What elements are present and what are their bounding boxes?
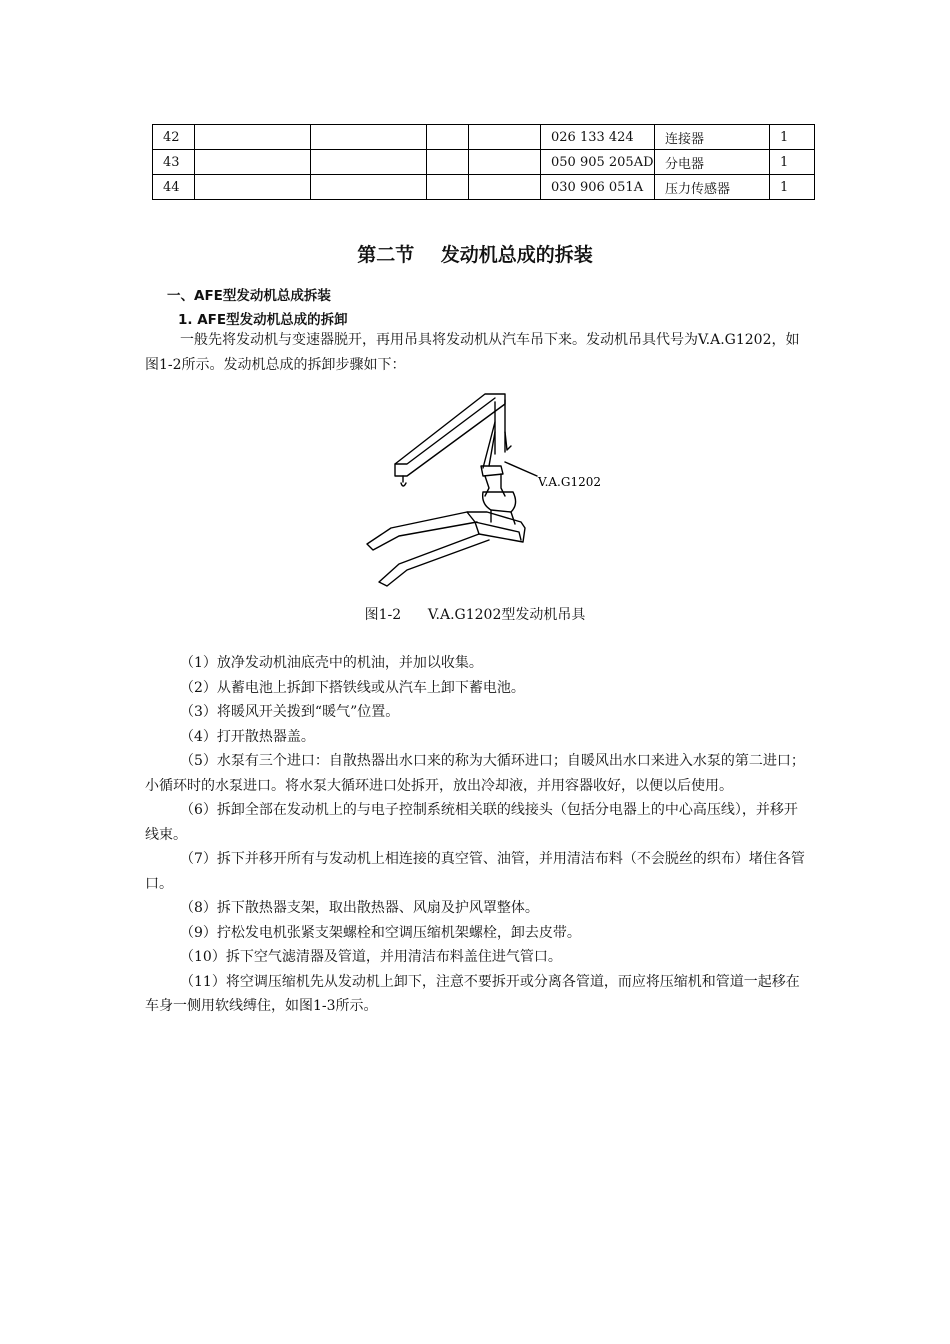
table-cell: 42: [153, 125, 195, 150]
table-cell: 分电器: [655, 150, 770, 175]
table-cell: 连接器: [655, 125, 770, 150]
table-cell: [195, 175, 311, 200]
table-cell: 压力传感器: [655, 175, 770, 200]
step-item: （6）拆卸全部在发动机上的与电子控制系统相关联的线接头（包括分电器上的中心高压线），并移开线束。: [145, 802, 798, 843]
table-cell: 43: [153, 150, 195, 175]
table-cell: 1: [770, 150, 815, 175]
engine-hoist-drawing: [355, 392, 615, 592]
heading-afe-assembly: 一、AFE型发动机总成拆装: [167, 288, 331, 304]
step-item: （1）放净发动机油底壳中的机油，并加以收集。: [180, 655, 483, 671]
section-title: 第二节 发动机总成的拆装: [357, 244, 593, 266]
intro-paragraph: 一般先将发动机与变速器脱开，再用吊具将发动机从汽车吊下来。发动机吊具代号为V.A.G1202，如图1-2所示。发动机总成的拆卸步骤如下：: [145, 332, 800, 373]
step-item: （10）拆下空气滤清器及管道，并用清洁布料盖住进气管口。: [180, 949, 562, 965]
step-item: （8）拆下散热器支架，取出散热器、风扇及护风罩整体。: [180, 900, 539, 916]
hoist-label: V.A.G1202: [538, 475, 601, 489]
step-item: （9）拧松发电机张紧支架螺栓和空调压缩机架螺栓，卸去皮带。: [180, 924, 581, 941]
table-cell: 030 906 051A: [541, 175, 655, 200]
steps-list: [145, 651, 808, 1019]
table-row: [153, 125, 815, 150]
step-item: （2）从蓄电池上拆卸下搭铁线或从汽车上卸下蓄电池。: [180, 679, 525, 696]
table-cell: 1: [770, 175, 815, 200]
table-cell: [427, 175, 469, 200]
table-cell: [195, 150, 311, 175]
parts-table: [152, 124, 815, 200]
step-item: （5）水泵有三个进口：自散热器出水口来的称为大循环进口；自暖风出水口来进入水泵的第二进口；小循环时的水泵进口。将水泵大循环进口处拆开，放出冷却液，并用容器收好，以便以后使用。: [145, 753, 805, 794]
table-cell: [311, 125, 427, 150]
engine-hoist-figure: [355, 392, 615, 592]
table-cell: 1: [770, 125, 815, 150]
table-cell: 026 133 424: [541, 125, 655, 150]
figure-caption: 图1-2 V.A.G1202型发动机吊具: [364, 607, 586, 623]
step-item: （3）将暖风开关拨到“暖气”位置。: [180, 704, 400, 720]
step-item: （11）将空调压缩机先从发动机上卸下，注意不要拆开或分离各管道，而应将压缩机和管道一起移在车身一侧用软线缚住，如图1-3所示。: [145, 973, 800, 1014]
table-row: [153, 175, 815, 200]
table-cell: [311, 150, 427, 175]
table-cell: [469, 150, 541, 175]
table-cell: [427, 125, 469, 150]
table-row: [153, 150, 815, 175]
table-cell: 050 905 205AD: [541, 150, 655, 175]
table-cell: [469, 175, 541, 200]
table-cell: [469, 125, 541, 150]
step-item: （7）拆下并移开所有与发动机上相连接的真空管、油管，并用清洁布料（不会脱丝的织布）堵住各管口。: [145, 851, 805, 892]
table-cell: [427, 150, 469, 175]
table-cell: [311, 175, 427, 200]
table-cell: 44: [153, 175, 195, 200]
heading-afe-disassembly: 1. AFE型发动机总成的拆卸: [178, 312, 348, 328]
intro-block: [145, 328, 808, 377]
step-item: （4）打开散热器盖。: [180, 728, 315, 745]
table-cell: [195, 125, 311, 150]
